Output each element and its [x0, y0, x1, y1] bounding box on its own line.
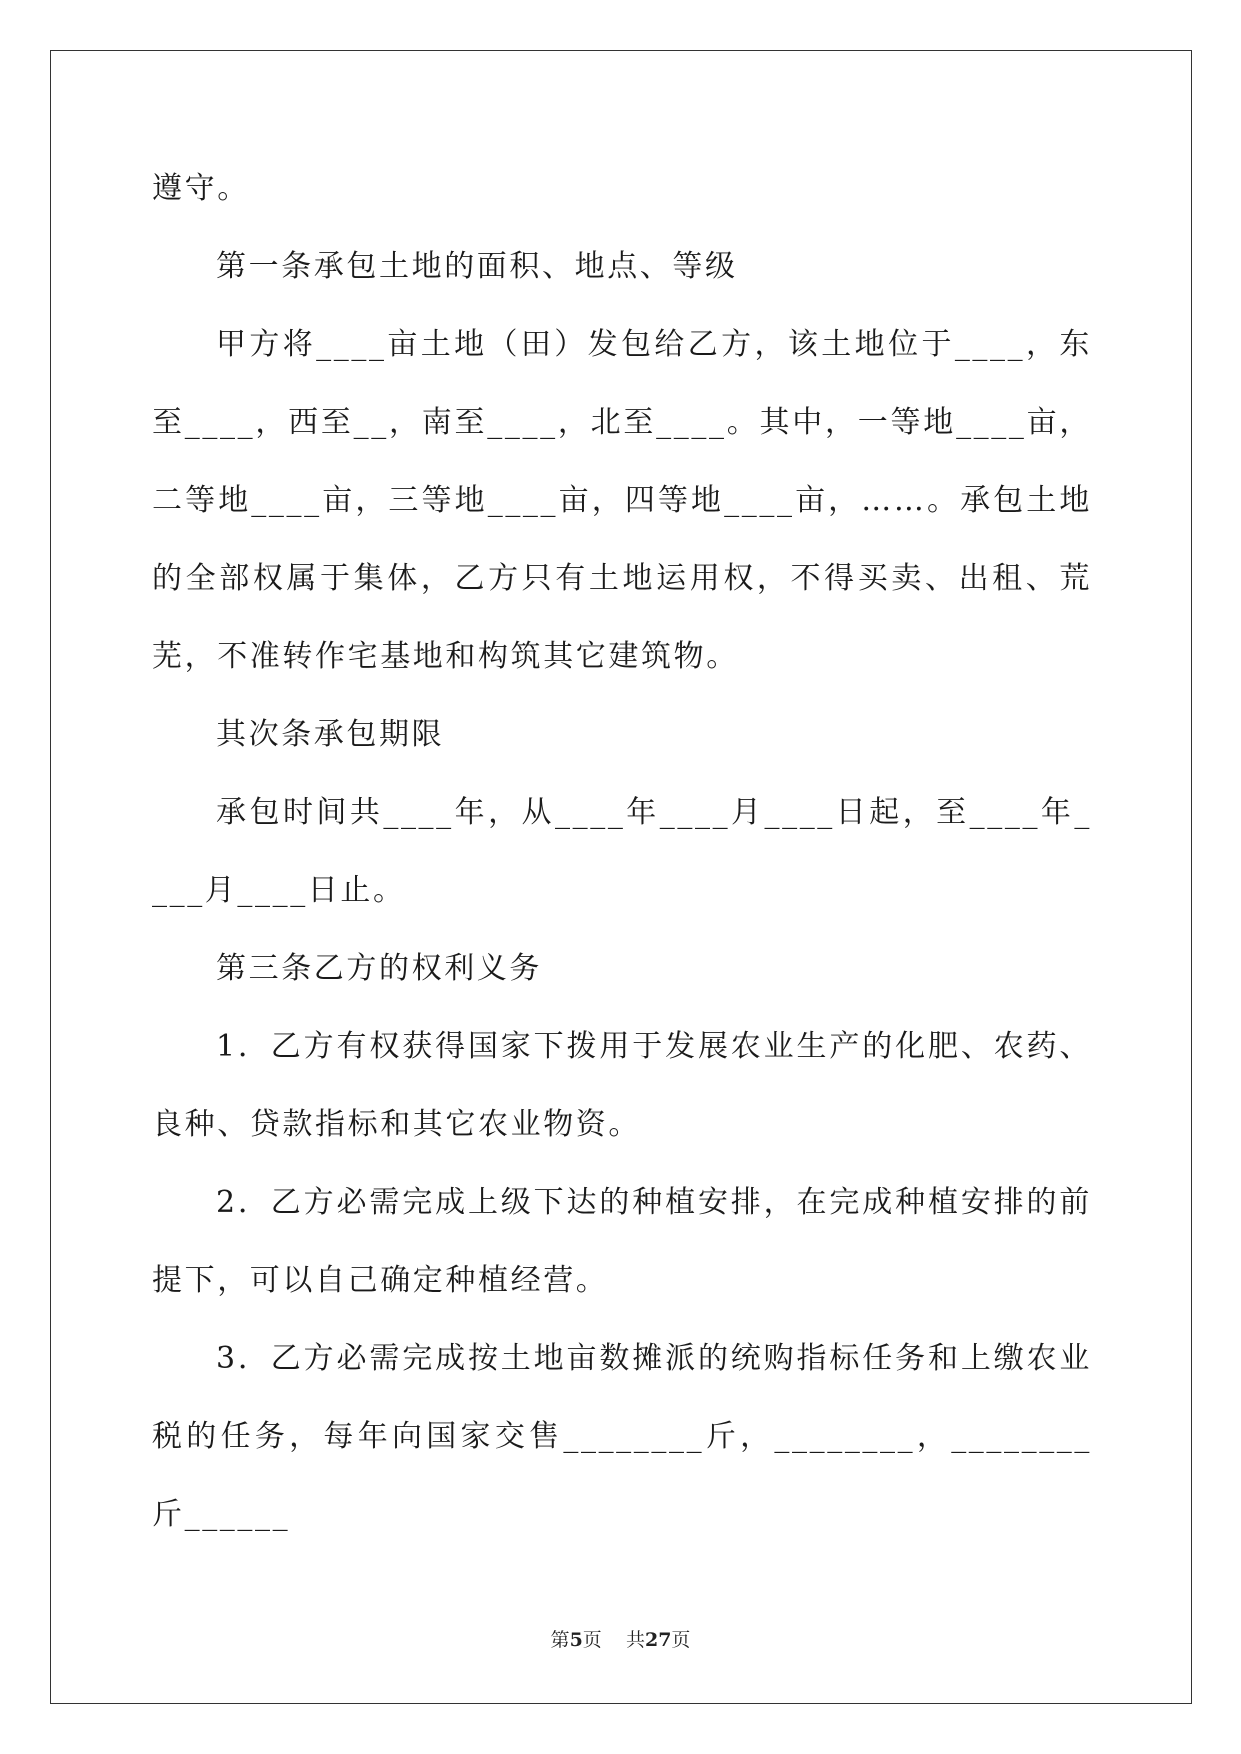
footer-middle: 页 共 — [582, 1629, 645, 1651]
footer-prefix: 第 — [550, 1629, 570, 1651]
document-body — [152, 150, 1092, 1554]
paragraph-item-2: 2．乙方必需完成上级下达的种植安排，在完成种植安排的前提下，可以自己确定种植经营。 — [152, 1185, 1092, 1298]
paragraph-item-3: 3．乙方必需完成按土地亩数摊派的统购指标任务和上缴农业税的任务，每年向国家交售________斤，________，________斤______ — [152, 1341, 1092, 1532]
footer-total-pages: 27 — [644, 1629, 672, 1651]
article-1-heading: 第一条承包土地的面积、地点、等级 — [216, 249, 738, 284]
footer-suffix: 页 — [671, 1629, 691, 1651]
page-footer — [0, 1625, 1241, 1652]
paragraph-contract-term: 承包时间共____年，从____年____月____日起，至____年____月____日止。 — [152, 795, 1092, 908]
paragraph-item-1: 1．乙方有权获得国家下拨用于发展农业生产的化肥、农药、良种、贷款指标和其它农业物资。 — [152, 1029, 1092, 1142]
article-2-heading: 其次条承包期限 — [216, 717, 445, 752]
footer-page-number: 5 — [569, 1629, 583, 1651]
paragraph-1: 遵守。 — [152, 171, 250, 206]
paragraph-land-details: 甲方将____亩土地（田）发包给乙方，该土地位于____，东至____，西至__，南至____，北至____。其中，一等地____亩，二等地____亩，三等地____亩，四等地____亩，……。承包土地的全部权属于集体，乙方只有土地运用权，不得买卖、出租、荒芜，不准转作宅基地和构筑其它建筑物。 — [152, 327, 1092, 674]
article-3-heading: 第三条乙方的权利义务 — [216, 951, 542, 986]
